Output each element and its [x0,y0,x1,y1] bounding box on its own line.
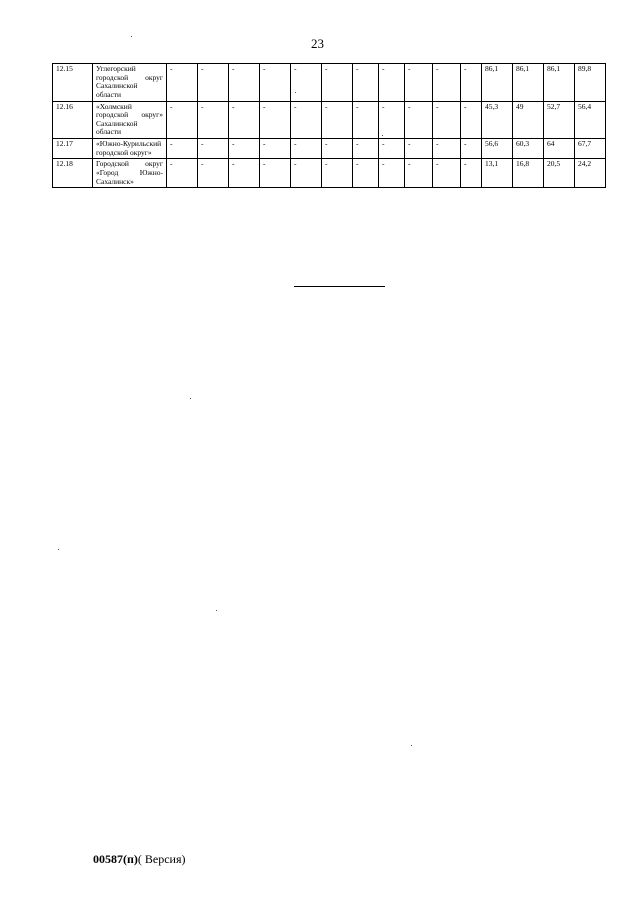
value-cell: 86,1 [482,64,513,102]
scan-speck [58,549,59,550]
empty-value-cell: - [433,159,461,188]
value-cell: 56,4 [575,101,606,139]
value-cell: 20,5 [544,159,575,188]
document-code: 00587(п) [93,852,138,866]
empty-value-cell: - [379,64,405,102]
empty-value-cell: - [379,101,405,139]
empty-value-cell: - [260,64,291,102]
scan-speck [382,135,383,136]
table-row [53,64,606,102]
municipality-name: «Южно-Курильский городской округ» [93,139,167,159]
empty-value-cell: - [229,101,260,139]
empty-value-cell: - [322,101,353,139]
table-body [53,64,606,188]
empty-value-cell: - [322,64,353,102]
footer [93,852,186,867]
value-cell: 52,7 [544,101,575,139]
value-cell: 67,7 [575,139,606,159]
table-row [53,101,606,139]
empty-value-cell: - [405,101,433,139]
value-cell: 24,2 [575,159,606,188]
empty-value-cell: - [291,159,322,188]
empty-value-cell: - [379,139,405,159]
empty-value-cell: - [167,101,198,139]
value-cell: 13,1 [482,159,513,188]
value-cell: 86,1 [513,64,544,102]
empty-value-cell: - [353,64,379,102]
empty-value-cell: - [322,139,353,159]
empty-value-cell: - [291,101,322,139]
empty-value-cell: - [167,139,198,159]
row-number: 12.15 [53,64,93,102]
empty-value-cell: - [353,101,379,139]
municipality-name: Углегорский городской округ Сахалинской области [93,64,167,102]
row-number: 12.16 [53,101,93,139]
empty-value-cell: - [461,159,482,188]
municipality-name: «Холмский городской округ» Сахалинской области [93,101,167,139]
empty-value-cell: - [260,139,291,159]
value-cell: 45,3 [482,101,513,139]
value-cell: 89,8 [575,64,606,102]
empty-value-cell: - [433,101,461,139]
scan-speck [411,745,412,746]
empty-value-cell: - [353,159,379,188]
empty-value-cell: - [461,139,482,159]
scan-speck [216,610,217,611]
table-row [53,139,606,159]
scan-speck [190,398,191,399]
empty-value-cell: - [405,64,433,102]
data-table [52,63,606,188]
value-cell: 64 [544,139,575,159]
value-cell: 16,8 [513,159,544,188]
empty-value-cell: - [433,139,461,159]
empty-value-cell: - [461,101,482,139]
empty-value-cell: - [229,159,260,188]
empty-value-cell: - [229,139,260,159]
empty-value-cell: - [198,139,229,159]
empty-value-cell: - [291,64,322,102]
empty-value-cell: - [260,159,291,188]
scan-speck [295,92,296,93]
empty-value-cell: - [433,64,461,102]
empty-value-cell: - [198,159,229,188]
row-number: 12.18 [53,159,93,188]
value-cell: 56,6 [482,139,513,159]
empty-value-cell: - [229,64,260,102]
empty-value-cell: - [461,64,482,102]
value-cell: 49 [513,101,544,139]
empty-value-cell: - [260,101,291,139]
empty-value-cell: - [167,159,198,188]
page-number: 23 [311,36,324,51]
table-row [53,159,606,188]
empty-value-cell: - [322,159,353,188]
empty-value-cell: - [405,139,433,159]
empty-value-cell: - [198,64,229,102]
scan-speck [131,36,132,37]
empty-value-cell: - [379,159,405,188]
municipality-name: Городской округ «Город Южно-Сахалинск» [93,159,167,188]
empty-value-cell: - [405,159,433,188]
empty-value-cell: - [167,64,198,102]
value-cell: 86,1 [544,64,575,102]
row-number: 12.17 [53,139,93,159]
version-label: ( Версия) [137,852,186,866]
value-cell: 60,3 [513,139,544,159]
empty-value-cell: - [291,139,322,159]
empty-value-cell: - [198,101,229,139]
empty-value-cell: - [353,139,379,159]
separator-line [294,286,385,287]
